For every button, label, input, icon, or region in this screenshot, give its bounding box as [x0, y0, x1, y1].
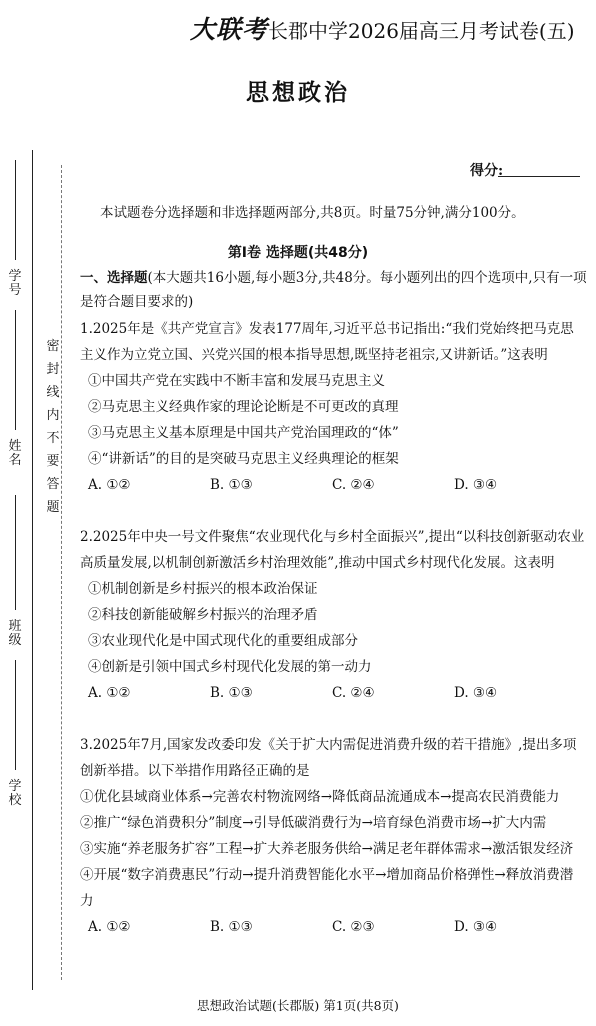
- statement-1: ①优化县域商业体系→完善农村物流网络→降低商品流通成本→提高农民消费能力: [80, 789, 560, 805]
- name-line: [15, 310, 16, 430]
- statement-3: ③实施“养老服务扩容”工程→扩大养老服务供给→满足老年群体需求→激活银发经济: [80, 841, 574, 857]
- binding-line: [32, 150, 33, 990]
- school-label: 学 校: [8, 779, 22, 808]
- page-footer: 思想政治试题(长郡版) 第1页(共8页): [197, 998, 399, 1013]
- seal-warning: 密 封 线 内 不 要 答 题: [46, 339, 60, 515]
- choice-d[interactable]: D. ③④: [454, 685, 498, 701]
- statement-4: ④创新是引领中国式乡村现代化发展的第一动力: [88, 659, 372, 675]
- choice-a[interactable]: A. ①②: [88, 685, 131, 701]
- answer-choices: [88, 680, 585, 706]
- choice-b[interactable]: B. ①③: [210, 477, 253, 493]
- subject-title: 思想政治: [246, 80, 350, 106]
- choice-b[interactable]: B. ①③: [210, 685, 253, 701]
- statement-2: ②马克思主义经典作家的理论论断是不可更改的真理: [88, 399, 399, 415]
- section-note: (本大题共16小题,每小题3分,共48分。每小题列出的四个选项中,只有一项是符合题目要求的): [80, 270, 587, 310]
- statement-1: ①机制创新是乡村振兴的根本政治保证: [88, 581, 318, 597]
- statement-3: ③马克思主义基本原理是中国共产党治国理政的“体”: [88, 425, 399, 441]
- choice-c[interactable]: C. ②④: [332, 477, 375, 493]
- class-label: 班 级: [8, 619, 22, 648]
- section-instructions: [80, 266, 590, 314]
- choice-d[interactable]: D. ③④: [454, 919, 498, 935]
- choice-a[interactable]: A. ①②: [88, 919, 131, 935]
- question-stem: 1.2025年是《共产党宣言》发表177周年,习近平总书记指出:“我们党始终把马克思主义作为立党立国、兴党兴国的根本指导思想,既坚持老祖宗,又讲新话。”这表明: [80, 321, 574, 363]
- statement-4: ④开展“数字消费惠民”行动→提升消费智能化水平→增加商品价格弹性→释放消费潜力: [80, 867, 574, 909]
- question-3: [80, 732, 585, 940]
- section-heading: 一、选择题: [80, 270, 148, 286]
- score-blank[interactable]: [498, 176, 580, 177]
- score-label: 得分:: [470, 163, 504, 179]
- statement-1: ①中国共产党在实践中不断丰富和发展马克思主义: [88, 373, 385, 389]
- exam-title: [190, 10, 590, 44]
- school-line: [15, 660, 16, 770]
- student-id-label: 学 号: [8, 269, 22, 298]
- statement-2: ②科技创新能破解乡村振兴的治理矛盾: [88, 607, 318, 623]
- brand-logo: 大联考: [190, 15, 269, 44]
- question-2: [80, 524, 585, 706]
- choice-c[interactable]: C. ②③: [332, 919, 375, 935]
- question-1: [80, 316, 585, 498]
- statement-4: ④“讲新话”的目的是突破马克思主义经典理论的框架: [88, 451, 399, 467]
- choice-a[interactable]: A. ①②: [88, 477, 131, 493]
- question-stem: 3.2025年7月,国家发改委印发《关于扩大内需促进消费升级的若干措施》,提出多项创新举措。以下举措作用路径正确的是: [80, 737, 577, 779]
- choice-b[interactable]: B. ①③: [210, 919, 253, 935]
- exam-title-text: 长郡中学2026届高三月考试卷(五): [268, 19, 575, 43]
- choice-d[interactable]: D. ③④: [454, 477, 498, 493]
- name-label: 姓 名: [8, 439, 22, 468]
- statement-3: ③农业现代化是中国式现代化的重要组成部分: [88, 633, 358, 649]
- question-stem: 2.2025年中央一号文件聚焦“农业现代化与乡村全面振兴”,提出“以科技创新驱动农业高质量发展,以机制创新激活乡村治理效能”,推动中国式乡村现代化发展。这表明: [80, 529, 585, 571]
- choice-c[interactable]: C. ②④: [332, 685, 375, 701]
- part-title: 第Ⅰ卷 选择题(共48分): [227, 245, 369, 261]
- exam-intro: 本试题卷分选择题和非选择题两部分,共8页。时量75分钟,满分100分。: [100, 205, 525, 221]
- answer-choices: [88, 472, 585, 498]
- class-line: [15, 495, 16, 610]
- answer-choices: [88, 914, 585, 940]
- seal-dashed-line: [61, 165, 62, 980]
- statement-2: ②推广“绿色消费积分”制度→引导低碳消费行为→培育绿色消费市场→扩大内需: [80, 815, 547, 831]
